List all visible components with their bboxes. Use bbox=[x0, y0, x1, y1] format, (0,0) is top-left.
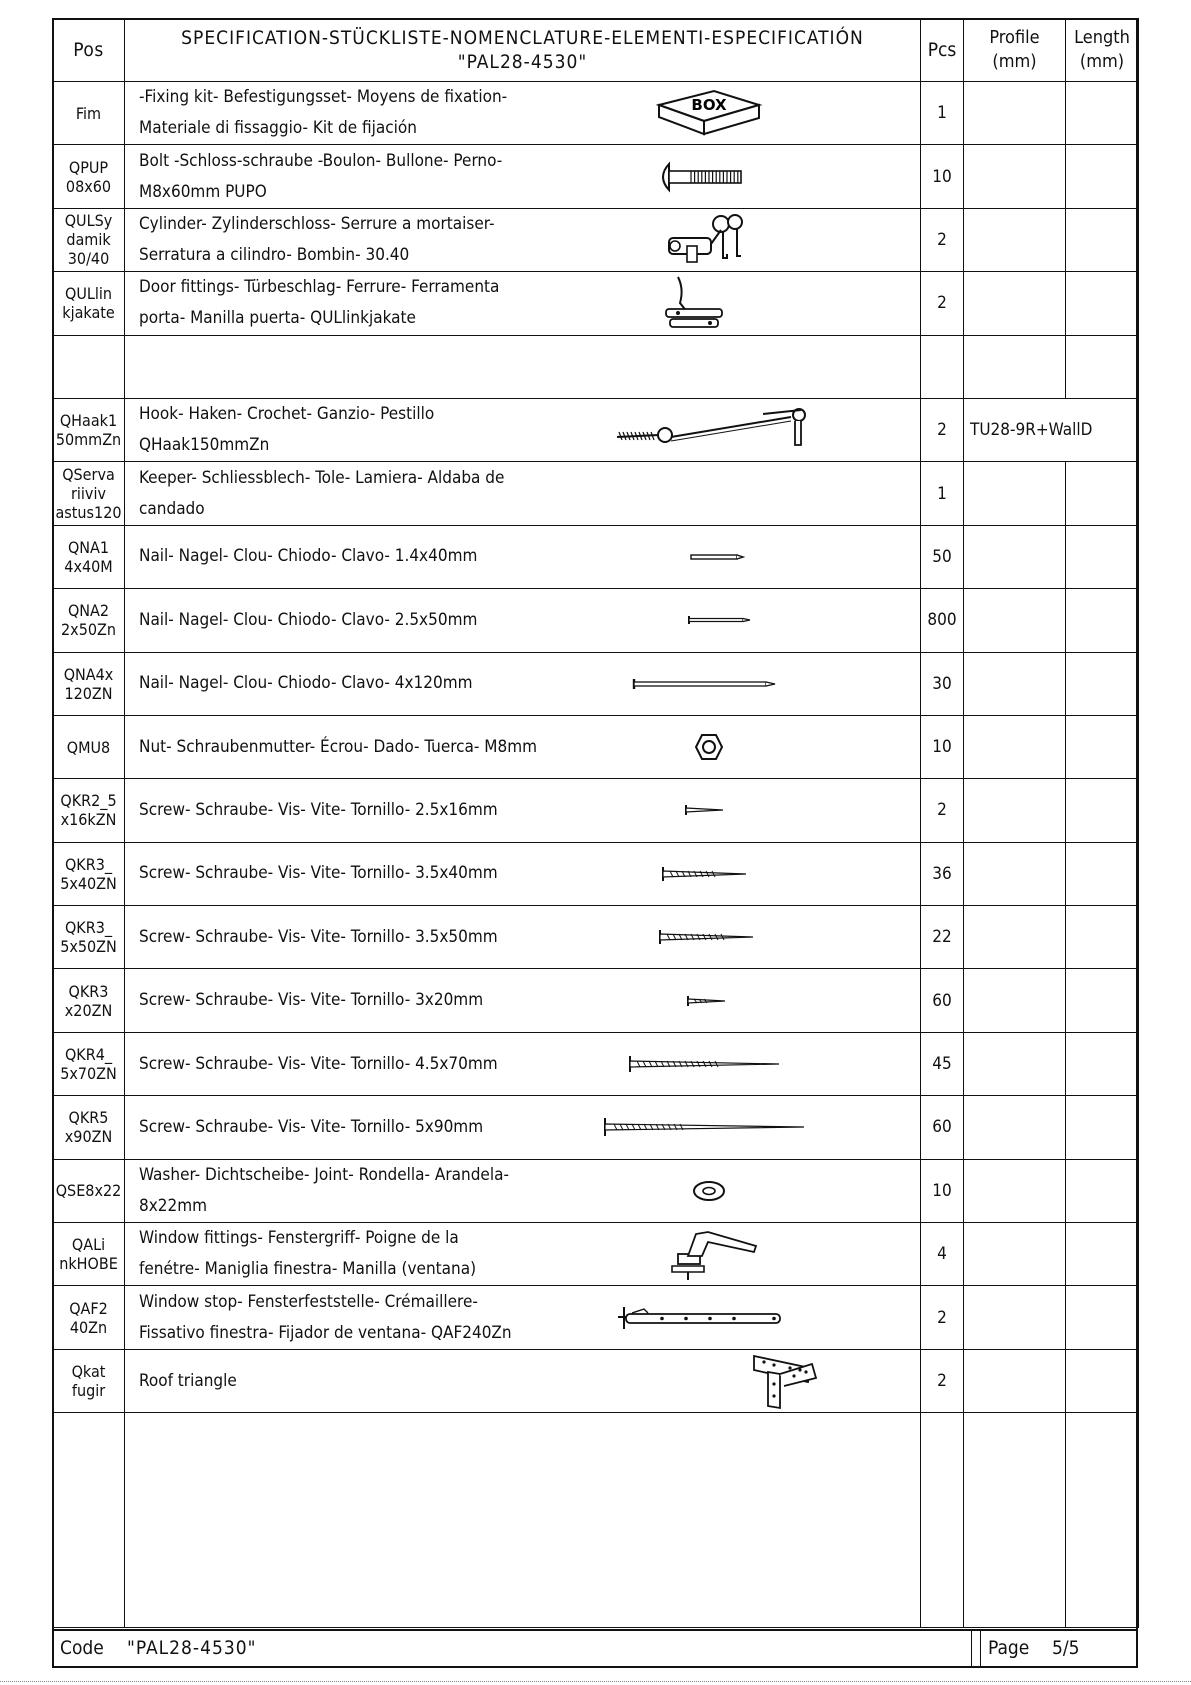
pos-code-line: x90ZN bbox=[64, 1127, 113, 1147]
pos-code bbox=[53, 1159, 125, 1222]
pos-code bbox=[53, 335, 125, 398]
description-line: Nut- Schraubenmutter- Écrou- Dado- Tuerca- M8mm bbox=[139, 736, 538, 757]
item-description bbox=[125, 906, 921, 969]
length-cell bbox=[1066, 589, 1139, 652]
pos-code-line: QKR3 bbox=[68, 981, 109, 1001]
pos-code bbox=[53, 145, 125, 208]
length-cell bbox=[1066, 779, 1139, 842]
description-line: porta- Manilla puerta- QULlinkjakate bbox=[139, 308, 416, 329]
profile-value: TU28-9R+WallD bbox=[964, 398, 1139, 461]
pieces-count: 4 bbox=[921, 1223, 964, 1286]
table-row bbox=[53, 842, 1139, 905]
pieces-count: 2 bbox=[921, 208, 964, 271]
item-description bbox=[125, 145, 921, 208]
length-cell bbox=[1066, 1223, 1139, 1286]
table-row bbox=[53, 715, 1139, 778]
pieces-count: 800 bbox=[921, 589, 964, 652]
length-cell bbox=[1066, 145, 1139, 208]
length-cell bbox=[1066, 335, 1139, 398]
item-description bbox=[125, 779, 921, 842]
profile-cell bbox=[964, 589, 1066, 652]
length-cell bbox=[1066, 842, 1139, 905]
pieces-count: 36 bbox=[921, 842, 964, 905]
pos-code bbox=[53, 1096, 125, 1159]
pieces-count: 2 bbox=[921, 398, 964, 461]
profile-cell bbox=[964, 82, 1066, 145]
description-line: -Fixing kit- Befestigungsset- Moyens de fixation- bbox=[139, 87, 508, 108]
length-cell bbox=[1066, 715, 1139, 778]
box-icon bbox=[654, 87, 764, 139]
header-profile-line2: (mm) bbox=[992, 51, 1037, 72]
item-description bbox=[125, 208, 921, 271]
length-cell bbox=[1066, 1032, 1139, 1095]
table-row bbox=[53, 1223, 1139, 1286]
table-row bbox=[53, 1349, 1139, 1412]
pos-code-line: QKR3_ bbox=[64, 918, 113, 938]
empty-row bbox=[53, 335, 1139, 398]
item-description bbox=[125, 335, 921, 398]
header-pos: Pos bbox=[53, 19, 125, 82]
pos-code-line: fugir bbox=[71, 1381, 106, 1400]
footer-page-label: Page bbox=[988, 1637, 1030, 1659]
footer-page-value: 5/5 bbox=[1052, 1637, 1080, 1659]
description-line: Screw- Schraube- Vis- Vite- Tornillo- 4.5x70mm bbox=[139, 1053, 498, 1074]
profile-cell bbox=[964, 272, 1066, 335]
profile-cell bbox=[964, 335, 1066, 398]
specification-table bbox=[52, 18, 1139, 1628]
item-description bbox=[125, 462, 921, 525]
nail-long-icon bbox=[631, 677, 777, 691]
table-row bbox=[53, 82, 1139, 145]
pos-code-line: QKR3_ bbox=[64, 854, 113, 874]
pos-code-line: damik bbox=[66, 230, 111, 250]
description-line: Fissativo finestra- Fijador de ventana- QAF240Zn bbox=[139, 1322, 512, 1343]
window-stay-icon bbox=[614, 1303, 784, 1333]
pos-code-line: Qkat bbox=[71, 1362, 106, 1381]
item-description bbox=[125, 525, 921, 588]
description-line: Window fittings- Fenstergriff- Poigne de la bbox=[139, 1228, 459, 1249]
description-line: M8x60mm PUPO bbox=[139, 181, 267, 202]
description-line: Window stop- Fensterfeststelle- Crémaillere- bbox=[139, 1291, 478, 1312]
pos-code-line: 40Zn bbox=[69, 1317, 108, 1337]
pos-code-line: 120ZN bbox=[64, 683, 113, 703]
profile-cell bbox=[964, 462, 1066, 525]
pos-code-line: QKR4_ bbox=[64, 1045, 113, 1065]
pieces-count: 2 bbox=[921, 779, 964, 842]
table-row bbox=[53, 462, 1139, 525]
profile-cell bbox=[964, 715, 1066, 778]
header-profile-line1: Profile bbox=[989, 27, 1040, 48]
table-row bbox=[53, 145, 1139, 208]
description-line: Screw- Schraube- Vis- Vite- Tornillo- 3.5x40mm bbox=[139, 863, 498, 884]
roof-triangle-icon bbox=[750, 1350, 820, 1412]
header-title-line2: "PAL28-4530" bbox=[457, 51, 588, 73]
pieces-count: 2 bbox=[921, 272, 964, 335]
nail-medium-icon bbox=[686, 614, 752, 626]
profile-cell bbox=[964, 906, 1066, 969]
pieces-count: 30 bbox=[921, 652, 964, 715]
table-row bbox=[53, 1159, 1139, 1222]
profile-cell bbox=[964, 1286, 1066, 1349]
profile-cell bbox=[964, 525, 1066, 588]
pos-code-line: 5x70ZN bbox=[60, 1064, 117, 1084]
pos-code bbox=[53, 398, 125, 461]
description-line: 8x22mm bbox=[139, 1195, 208, 1216]
pos-code-line: QKR2_5 bbox=[60, 791, 117, 811]
length-cell bbox=[1066, 1159, 1139, 1222]
hook-icon bbox=[613, 405, 823, 455]
nail-small-icon bbox=[689, 552, 745, 562]
item-description bbox=[125, 652, 921, 715]
rows-body bbox=[53, 82, 1139, 1413]
description-line: Screw- Schraube- Vis- Vite- Tornillo- 2.5x16mm bbox=[139, 799, 498, 820]
profile-cell bbox=[964, 969, 1066, 1032]
pos-code-line: 50mmZn bbox=[55, 430, 122, 450]
length-cell bbox=[1066, 272, 1139, 335]
description-line: Screw- Schraube- Vis- Vite- Tornillo- 3x20mm bbox=[139, 990, 484, 1011]
pos-code-line: x20ZN bbox=[64, 1000, 113, 1020]
profile-cell bbox=[964, 1159, 1066, 1222]
pos-code-line: QAF2 bbox=[69, 1298, 108, 1318]
pos-code-line: astus120 bbox=[55, 503, 122, 523]
item-description bbox=[125, 969, 921, 1032]
footer bbox=[52, 1630, 1138, 1668]
pos-code-line: x16kZN bbox=[60, 810, 117, 830]
profile-cell bbox=[964, 1223, 1066, 1286]
box-label: BOX bbox=[691, 96, 727, 115]
pos-code-line: 5x50ZN bbox=[60, 937, 117, 957]
screw-3-5x40-icon bbox=[660, 866, 750, 882]
description-line: Roof triangle bbox=[139, 1370, 237, 1391]
pos-code bbox=[53, 842, 125, 905]
pos-code-line: nkHOBE bbox=[59, 1254, 118, 1274]
table-row bbox=[53, 1286, 1139, 1349]
item-description bbox=[125, 272, 921, 335]
pos-code bbox=[53, 779, 125, 842]
pos-code bbox=[53, 272, 125, 335]
door-latch-icon bbox=[658, 273, 728, 333]
pos-code bbox=[53, 462, 125, 525]
header-pcs: Pcs bbox=[921, 19, 964, 82]
pos-code bbox=[53, 1032, 125, 1095]
pos-code bbox=[53, 906, 125, 969]
screw-4-5x70-icon bbox=[627, 1055, 783, 1073]
item-description bbox=[125, 1032, 921, 1095]
pos-code-line: 2x50Zn bbox=[61, 620, 116, 640]
description-line: Bolt -Schloss-schraube -Boulon- Bullone- Perno- bbox=[139, 150, 503, 171]
description-line: Nail- Nagel- Clou- Chiodo- Clavo- 1.4x40mm bbox=[139, 546, 478, 567]
description-line: Screw- Schraube- Vis- Vite- Tornillo- 3.5x50mm bbox=[139, 926, 498, 947]
profile-cell bbox=[964, 652, 1066, 715]
pos-code-line: QALi bbox=[71, 1235, 106, 1255]
pos-code bbox=[53, 525, 125, 588]
item-description bbox=[125, 589, 921, 652]
pieces-count: 1 bbox=[921, 462, 964, 525]
pieces-count: 45 bbox=[921, 1032, 964, 1095]
pos-code-line: 30/40 bbox=[67, 249, 110, 269]
pos-code bbox=[53, 208, 125, 271]
pos-code-line: QNA4x bbox=[63, 664, 114, 684]
window-handle-icon bbox=[668, 1226, 758, 1282]
description-line: fenétre- Maniglia finestra- Manilla (ventana) bbox=[139, 1259, 477, 1280]
pieces-count: 22 bbox=[921, 906, 964, 969]
pieces-count: 10 bbox=[921, 715, 964, 778]
profile-cell bbox=[964, 1349, 1066, 1412]
length-cell bbox=[1066, 969, 1139, 1032]
description-line: Cylinder- Zylinderschloss- Serrure a mortaiser- bbox=[139, 213, 495, 234]
table-row bbox=[53, 589, 1139, 652]
pos-code bbox=[53, 652, 125, 715]
pieces-count: 2 bbox=[921, 1349, 964, 1412]
description-line: Nail- Nagel- Clou- Chiodo- Clavo- 4x120mm bbox=[139, 673, 473, 694]
pos-code-line: QPUP bbox=[68, 157, 109, 177]
header-title-line1: SPECIFICATION-STÜCKLISTE-NOMENCLATURE-ELEMENTI-ESPECIFICATIÓN bbox=[181, 27, 864, 49]
profile-cell bbox=[964, 842, 1066, 905]
screw-2-5x16-icon bbox=[683, 804, 727, 816]
table-row bbox=[53, 779, 1139, 842]
pos-code-line: kjakate bbox=[62, 303, 115, 323]
screw-3x20-icon bbox=[685, 995, 729, 1007]
pieces-count bbox=[921, 335, 964, 398]
pos-code-line: QHaak1 bbox=[59, 411, 118, 431]
table-row bbox=[53, 1032, 1139, 1095]
pos-code-line: 08x60 bbox=[65, 176, 112, 196]
description-line: Keeper- Schliessblech- Tole- Lamiera- Aldaba de bbox=[139, 467, 505, 488]
pos-code-line: 5x40ZN bbox=[60, 873, 117, 893]
pos-code-line: QNA2 bbox=[67, 601, 110, 621]
pos-code bbox=[53, 1286, 125, 1349]
pos-code-line: QULSy bbox=[64, 211, 113, 231]
pos-code-line: QMU8 bbox=[66, 737, 111, 757]
pieces-count: 60 bbox=[921, 969, 964, 1032]
description-line: Materiale di fissaggio- Kit de fijación bbox=[139, 118, 417, 139]
pos-code bbox=[53, 715, 125, 778]
cylinder-lock-icon bbox=[665, 210, 749, 270]
item-description bbox=[125, 1349, 921, 1412]
bolt-icon bbox=[655, 160, 745, 194]
pieces-count: 10 bbox=[921, 145, 964, 208]
pos-code bbox=[53, 1223, 125, 1286]
item-description bbox=[125, 82, 921, 145]
pos-code-line: QKR5 bbox=[68, 1108, 109, 1128]
footer-divider bbox=[980, 1630, 981, 1668]
screw-5x90-icon bbox=[602, 1117, 808, 1137]
table-row bbox=[53, 969, 1139, 1032]
description-line: Nail- Nagel- Clou- Chiodo- Clavo- 2.5x50mm bbox=[139, 609, 478, 630]
pieces-count: 50 bbox=[921, 525, 964, 588]
profile-cell bbox=[964, 1096, 1066, 1159]
table-row bbox=[53, 525, 1139, 588]
empty-tail-row bbox=[53, 1413, 1139, 1628]
pieces-count: 60 bbox=[921, 1096, 964, 1159]
pos-code-line: QServa bbox=[62, 465, 115, 485]
pos-code-line: QNA1 bbox=[67, 537, 110, 557]
table-row bbox=[53, 1096, 1139, 1159]
length-cell bbox=[1066, 525, 1139, 588]
description-line: Screw- Schraube- Vis- Vite- Tornillo- 5x90mm bbox=[139, 1116, 484, 1137]
item-description bbox=[125, 715, 921, 778]
hex-nut-icon bbox=[694, 733, 724, 761]
table-row bbox=[53, 272, 1139, 335]
table-row bbox=[53, 398, 1139, 461]
pos-code bbox=[53, 589, 125, 652]
pos-code bbox=[53, 1349, 125, 1412]
description-line: Hook- Haken- Crochet- Ganzio- Pestillo bbox=[139, 404, 435, 425]
pos-code-line: riiviv bbox=[71, 484, 106, 504]
length-cell bbox=[1066, 462, 1139, 525]
pieces-count: 1 bbox=[921, 82, 964, 145]
item-description bbox=[125, 842, 921, 905]
length-cell bbox=[1066, 1286, 1139, 1349]
length-cell bbox=[1066, 906, 1139, 969]
table-row bbox=[53, 906, 1139, 969]
description-line: candado bbox=[139, 498, 205, 519]
description-line: Door fittings- Türbeschlag- Ferrure- Ferramenta bbox=[139, 277, 500, 298]
profile-cell bbox=[964, 1032, 1066, 1095]
pos-code-line: QULlin bbox=[64, 284, 112, 304]
footer-code-label: Code bbox=[60, 1637, 104, 1659]
footer-code-value: "PAL28-4530" bbox=[127, 1637, 257, 1659]
pieces-count: 10 bbox=[921, 1159, 964, 1222]
description-line: Washer- Dichtscheibe- Joint- Rondella- Arandela- bbox=[139, 1164, 509, 1185]
table-row bbox=[53, 208, 1139, 271]
length-cell bbox=[1066, 652, 1139, 715]
item-description bbox=[125, 398, 921, 461]
header-title bbox=[125, 19, 921, 82]
washer-icon bbox=[692, 1180, 726, 1202]
length-cell bbox=[1066, 1096, 1139, 1159]
page-edge bbox=[0, 1681, 1191, 1682]
pos-code bbox=[53, 969, 125, 1032]
description-line: Serratura a cilindro- Bombin- 30.40 bbox=[139, 244, 410, 265]
pieces-count: 2 bbox=[921, 1286, 964, 1349]
screw-3-5x50-icon bbox=[657, 929, 757, 945]
pos-code-line: Fim bbox=[75, 103, 102, 123]
footer-divider bbox=[971, 1630, 972, 1668]
pos-code-line: 4x40M bbox=[64, 556, 113, 576]
header-length-line1: Length bbox=[1074, 27, 1130, 48]
pos-code bbox=[53, 82, 125, 145]
item-description bbox=[125, 1223, 921, 1286]
pos-code-line: QSE8x22 bbox=[55, 1181, 122, 1201]
profile-cell bbox=[964, 145, 1066, 208]
profile-cell bbox=[964, 208, 1066, 271]
header-length-line2: (mm) bbox=[1079, 51, 1125, 72]
item-description bbox=[125, 1096, 921, 1159]
length-cell bbox=[1066, 82, 1139, 145]
table-row bbox=[53, 652, 1139, 715]
item-description bbox=[125, 1159, 921, 1222]
length-cell bbox=[1066, 1349, 1139, 1412]
description-line: QHaak150mmZn bbox=[139, 435, 270, 456]
header-row bbox=[53, 19, 1139, 82]
item-description bbox=[125, 1286, 921, 1349]
header-length bbox=[1066, 19, 1139, 82]
length-cell bbox=[1066, 208, 1139, 271]
header-profile bbox=[964, 19, 1066, 82]
profile-cell bbox=[964, 779, 1066, 842]
